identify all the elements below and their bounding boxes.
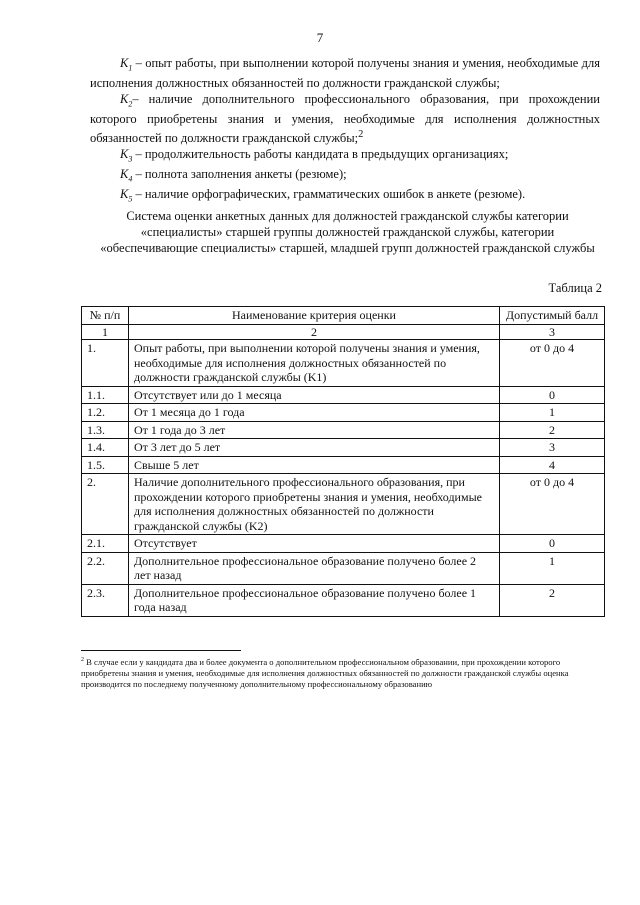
row-num: 1.4. [82, 439, 129, 457]
row-criterion: Наличие дополнительного профессионального образования, при прохождении которого приобретены знания и умения, необходимые для исполнения должностных обязанностей по должности гражданской службы (K2) [129, 474, 500, 535]
footnote-divider [81, 650, 241, 651]
definition-symbol: $K_3$ [120, 147, 133, 164]
definition-k5: $K_5$ – наличие орфографических, грамматических ошибок в анкете (резюме). [120, 187, 526, 204]
row-score: 2 [500, 584, 605, 616]
row-num: 1.3. [82, 421, 129, 439]
table-row [82, 552, 605, 584]
column-index-row [82, 324, 605, 340]
row-score: 4 [500, 456, 605, 474]
table-row [82, 386, 605, 404]
row-criterion: Отсутствует [129, 535, 500, 553]
row-criterion: Опыт работы, при выполнении которой получены знания и умения, необходимые для исполнения должностных обязанностей по должности гражданской службы (K1) [129, 340, 500, 387]
row-score: 2 [500, 421, 605, 439]
column-index: 2 [129, 324, 500, 340]
header-num: № п/п [82, 307, 129, 325]
row-num: 1.2. [82, 404, 129, 422]
footnote [81, 655, 602, 690]
section-heading: Система оценки анкетных данных для должностей гражданской службы категории «специалисты» старшей группы должностей гражданской службы, категории «обеспечивающие специалисты» старшей, младшей групп должностей гражданской службы [100, 209, 595, 255]
column-index: 1 [82, 324, 129, 340]
definition-k2: $K_2-$ наличие дополнительного профессионального образования, при прохождении которого приобретены знания и умения, необходимые для исполнения должностных обязанностей по должности гражданской службы;$^2$ [90, 91, 600, 146]
row-num: 2.2. [82, 552, 129, 584]
row-criterion: Дополнительное профессиональное образование получено более 1 года назад [129, 584, 500, 616]
row-num: 2.3. [82, 584, 129, 616]
definition-k3: $K_3$ – продолжительность работы кандидата в предыдущих организациях; [120, 147, 509, 164]
row-num: 1. [82, 340, 129, 387]
definition-symbol: $K_2$ [120, 91, 133, 109]
criteria-table [81, 306, 605, 617]
row-num: 2. [82, 474, 129, 535]
row-score: 1 [500, 404, 605, 422]
row-num: 1.5. [82, 456, 129, 474]
table-row [82, 421, 605, 439]
footnote-marker: 2 [81, 657, 84, 663]
criteria-definitions [90, 56, 600, 207]
row-criterion: От 1 года до 3 лет [129, 421, 500, 439]
row-criterion: Свыше 5 лет [129, 456, 500, 474]
row-score: от 0 до 4 [500, 474, 605, 535]
header-score: Допустимый балл [500, 307, 605, 325]
row-num: 1.1. [82, 386, 129, 404]
table-header-row [82, 307, 605, 325]
row-score: 0 [500, 386, 605, 404]
definition-symbol: $K_4$ [120, 167, 133, 184]
row-score: 1 [500, 552, 605, 584]
definition-k4: $K_4$ – полнота заполнения анкеты (резюме); [120, 167, 347, 184]
table-row [82, 474, 605, 535]
page-number: 7 [316, 30, 324, 45]
row-score: от 0 до 4 [500, 340, 605, 387]
row-num: 2.1. [82, 535, 129, 553]
row-criterion: Дополнительное профессиональное образование получено более 2 лет назад [129, 552, 500, 584]
row-score: 0 [500, 535, 605, 553]
table-row [82, 456, 605, 474]
row-criterion: От 3 лет до 5 лет [129, 439, 500, 457]
table-row [82, 340, 605, 387]
table-row [82, 535, 605, 553]
table-row [82, 584, 605, 616]
row-score: 3 [500, 439, 605, 457]
table-row [82, 404, 605, 422]
row-criterion: Отсутствует или до 1 месяца [129, 386, 500, 404]
column-index: 3 [500, 324, 605, 340]
table-caption: Таблица 2 [548, 281, 602, 295]
definition-k1: $K_1$ – опыт работы, при выполнении которой получены знания и умения, необходимые для исполнения должностных обязанностей по должности гражданской службы; [90, 56, 600, 91]
footnote-ref: 2 [358, 129, 364, 141]
table-row [82, 439, 605, 457]
footnote-text: В случае если у кандидата два и более документа о дополнительном профессиональном образовании, при прохождении которого приобретены знания и умения, необходимые для исполнения должностных обязанностей по должности гражданской службы оценка производится по последнему полученному дополнительному профессиональному образованию [81, 656, 569, 689]
definition-symbol: $K_5$ [120, 187, 133, 204]
header-name: Наименование критерия оценки [129, 307, 500, 325]
row-criterion: От 1 месяца до 1 года [129, 404, 500, 422]
definition-symbol: $K_1$ [120, 56, 133, 73]
